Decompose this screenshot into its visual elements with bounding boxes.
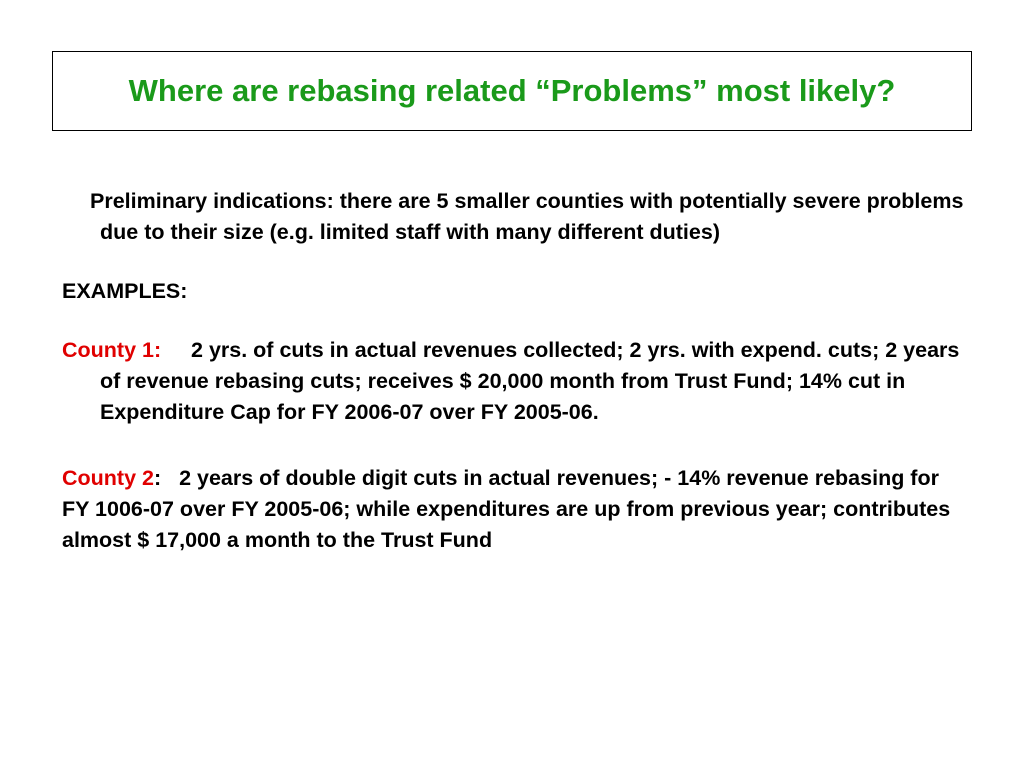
county-1-label: County 1:	[62, 338, 162, 362]
county-1-text: 2 yrs. of cuts in actual revenues collected; 2 yrs. with expend. cuts; 2 years of revenue rebasing cuts; receives $ 20,000 month from Trust Fund; 14% cut in Expenditure Cap for FY 2006-07 over FY 2005-06.	[100, 338, 960, 424]
examples-heading: EXAMPLES:	[62, 279, 188, 303]
slide-body	[62, 186, 972, 556]
county-2-paragraph	[62, 463, 972, 556]
county-2-separator: :	[153, 466, 162, 490]
county-1-paragraph	[62, 335, 972, 428]
county-2-text: 2 years of double digit cuts in actual revenues; - 14% revenue rebasing for FY 1006-07 over FY 2005-06; while expenditures are up from previous year; contributes almost $ 17,000 a month to the Trust Fund	[62, 466, 951, 552]
title-box	[52, 51, 972, 131]
county-2-label: County 2	[62, 466, 154, 490]
intro-paragraph: Preliminary indications: there are 5 smaller counties with potentially severe problems due to their size (e.g. limited staff with many different duties)	[90, 189, 964, 244]
slide-title: Where are rebasing related “Problems” most likely?	[128, 73, 896, 108]
